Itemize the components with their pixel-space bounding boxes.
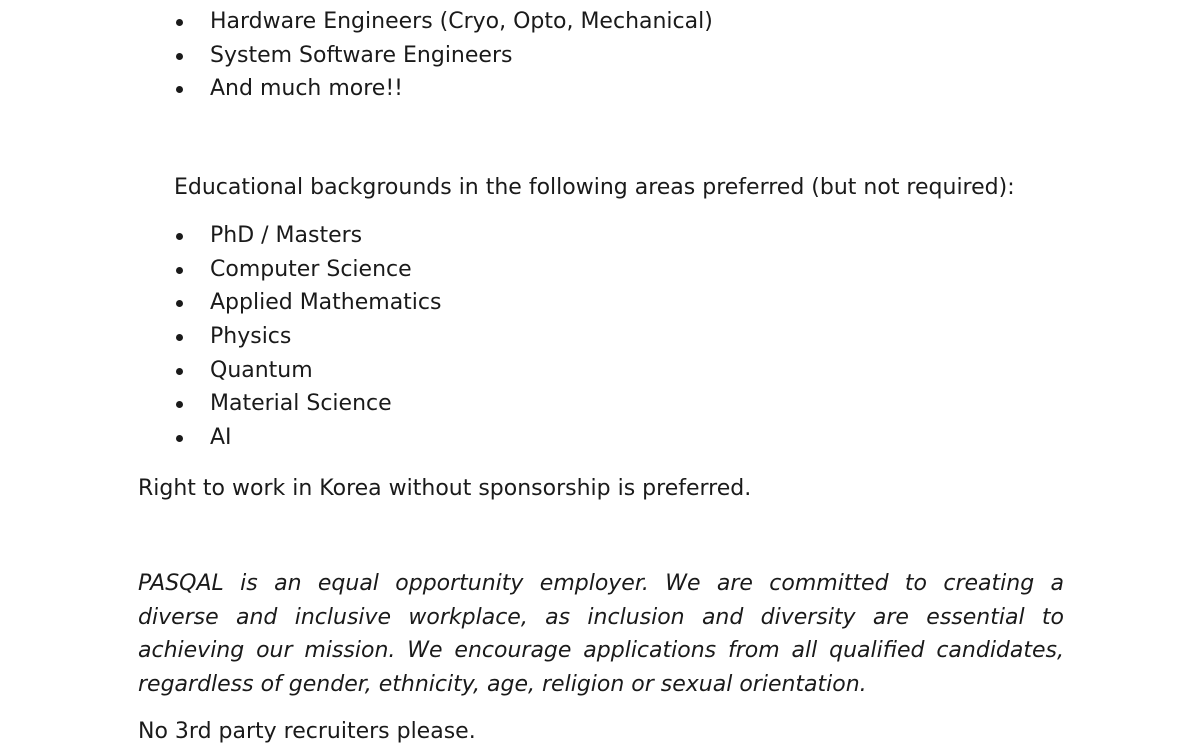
bullet-icon <box>176 233 183 240</box>
list-item-text: System Software Engineers <box>210 42 513 68</box>
bullet-icon <box>176 300 183 307</box>
bullet-icon <box>176 19 183 26</box>
list-item <box>174 354 441 388</box>
list-item <box>174 387 441 421</box>
bullet-icon <box>176 368 183 375</box>
statement-line: diverse and inclusive workplace, as inclusion and diversity are essential to <box>138 604 1064 630</box>
education-intro: Educational backgrounds in the following areas preferred (but not required): <box>174 175 1015 200</box>
list-item-text: Quantum <box>210 357 313 383</box>
list-item <box>174 5 713 39</box>
roles-list <box>174 5 713 106</box>
statement-line: achieving our mission. We encourage applications from all qualified candidates, <box>138 638 1064 663</box>
list-item-text: Applied Mathematics <box>210 290 442 316</box>
list-item-text: Computer Science <box>210 256 412 282</box>
list-item <box>174 72 713 106</box>
bullet-icon <box>176 401 183 408</box>
bullet-icon <box>176 86 183 93</box>
list-item-text: Material Science <box>210 391 392 417</box>
list-item <box>174 421 441 455</box>
bullet-icon <box>176 334 183 341</box>
list-item <box>174 286 441 320</box>
education-list <box>174 219 441 455</box>
right-to-work-note: Right to work in Korea without sponsorship is preferred. <box>138 476 752 501</box>
list-item <box>174 253 441 287</box>
bullet-icon <box>176 53 183 60</box>
list-item <box>174 39 713 73</box>
list-item-text: PhD / Masters <box>210 223 363 248</box>
list-item-text: Hardware Engineers (Cryo, Opto, Mechanical) <box>210 9 713 34</box>
statement-line: PASQAL is an equal opportunity employer. We are committed to creating a <box>138 571 1064 596</box>
list-item <box>174 320 441 354</box>
equal-opportunity-statement <box>138 567 1064 701</box>
bullet-icon <box>176 435 183 442</box>
recruiters-note: No 3rd party recruiters please. <box>138 719 476 744</box>
statement-line: regardless of gender, ethnicity, age, religion or sexual orientation. <box>138 671 867 697</box>
list-item-text: Physics <box>210 324 292 350</box>
list-item-text: AI <box>210 425 232 451</box>
list-item <box>174 219 441 253</box>
list-item-text: And much more!! <box>210 76 403 102</box>
bullet-icon <box>176 267 183 274</box>
